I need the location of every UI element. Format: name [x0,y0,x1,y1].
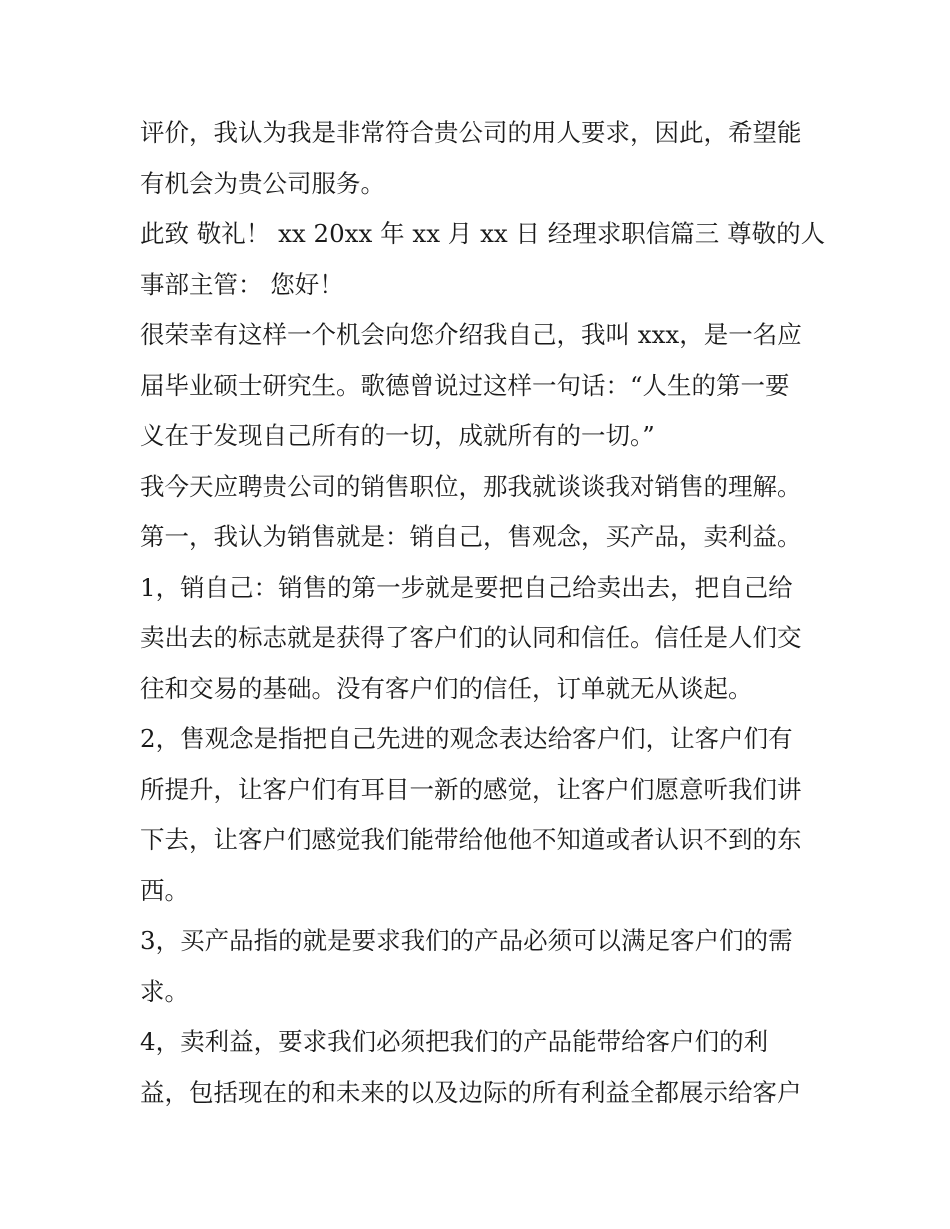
text-line: 益，包括现在的和未来的以及边际的所有利益全都展示给客户 [140,1077,802,1107]
text-line: 求。 [140,976,189,1006]
text-line: 事部主管： 您好！ [140,269,344,299]
text-line: 届毕业硕士研究生。歌德曾说过这样一句话：“人生的第一要 [140,370,790,400]
text-line: 往和交易的基础。没有客户们的信任，订单就无从谈起。 [140,673,753,703]
document-body [140,108,830,1118]
text-line: 1，销自己：销售的第一步就是要把自己给卖出去，把自己给 [140,572,793,602]
text-line: 卖出去的标志就是获得了客户们的认同和信任。信任是人们交 [140,623,802,652]
text-line: 评价，我认为我是非常符合贵公司的用人要求，因此，希望能 [140,118,802,147]
text-line: 第一，我认为销售就是：销自己，售观念，买产品，卖利益。 [140,522,802,551]
text-line: 3，买产品指的就是要求我们的产品必须可以满足客户们的需 [140,926,793,955]
text-line: 所提升，让客户们有耳目一新的感觉，让客户们愿意听我们讲 [140,774,802,804]
text-line: 义在于发现自己所有的一切，成就所有的一切。” [140,421,655,450]
text-line: 此致 敬礼！ xx 20xx 年 xx 月 xx 日 经理求职信篇三 尊敬的人 [140,219,826,248]
text-line: 很荣幸有这样一个机会向您介绍我自己，我叫 xxx，是一名应 [140,320,802,349]
text-line: 有机会为贵公司服务。 [140,168,385,198]
text-line: 我今天应聘贵公司的销售职位，那我就谈谈我对销售的理解。 [140,471,802,501]
text-line: 下去，让客户们感觉我们能带给他他不知道或者认识不到的东 [140,825,802,854]
text-line: 西。 [140,875,189,905]
text-line: 4，卖利益，要求我们必须把我们的产品能带给客户们的利 [140,1027,769,1056]
text-line: 2，售观念是指把自己先进的观念表达给客户们，让客户们有 [140,724,793,753]
